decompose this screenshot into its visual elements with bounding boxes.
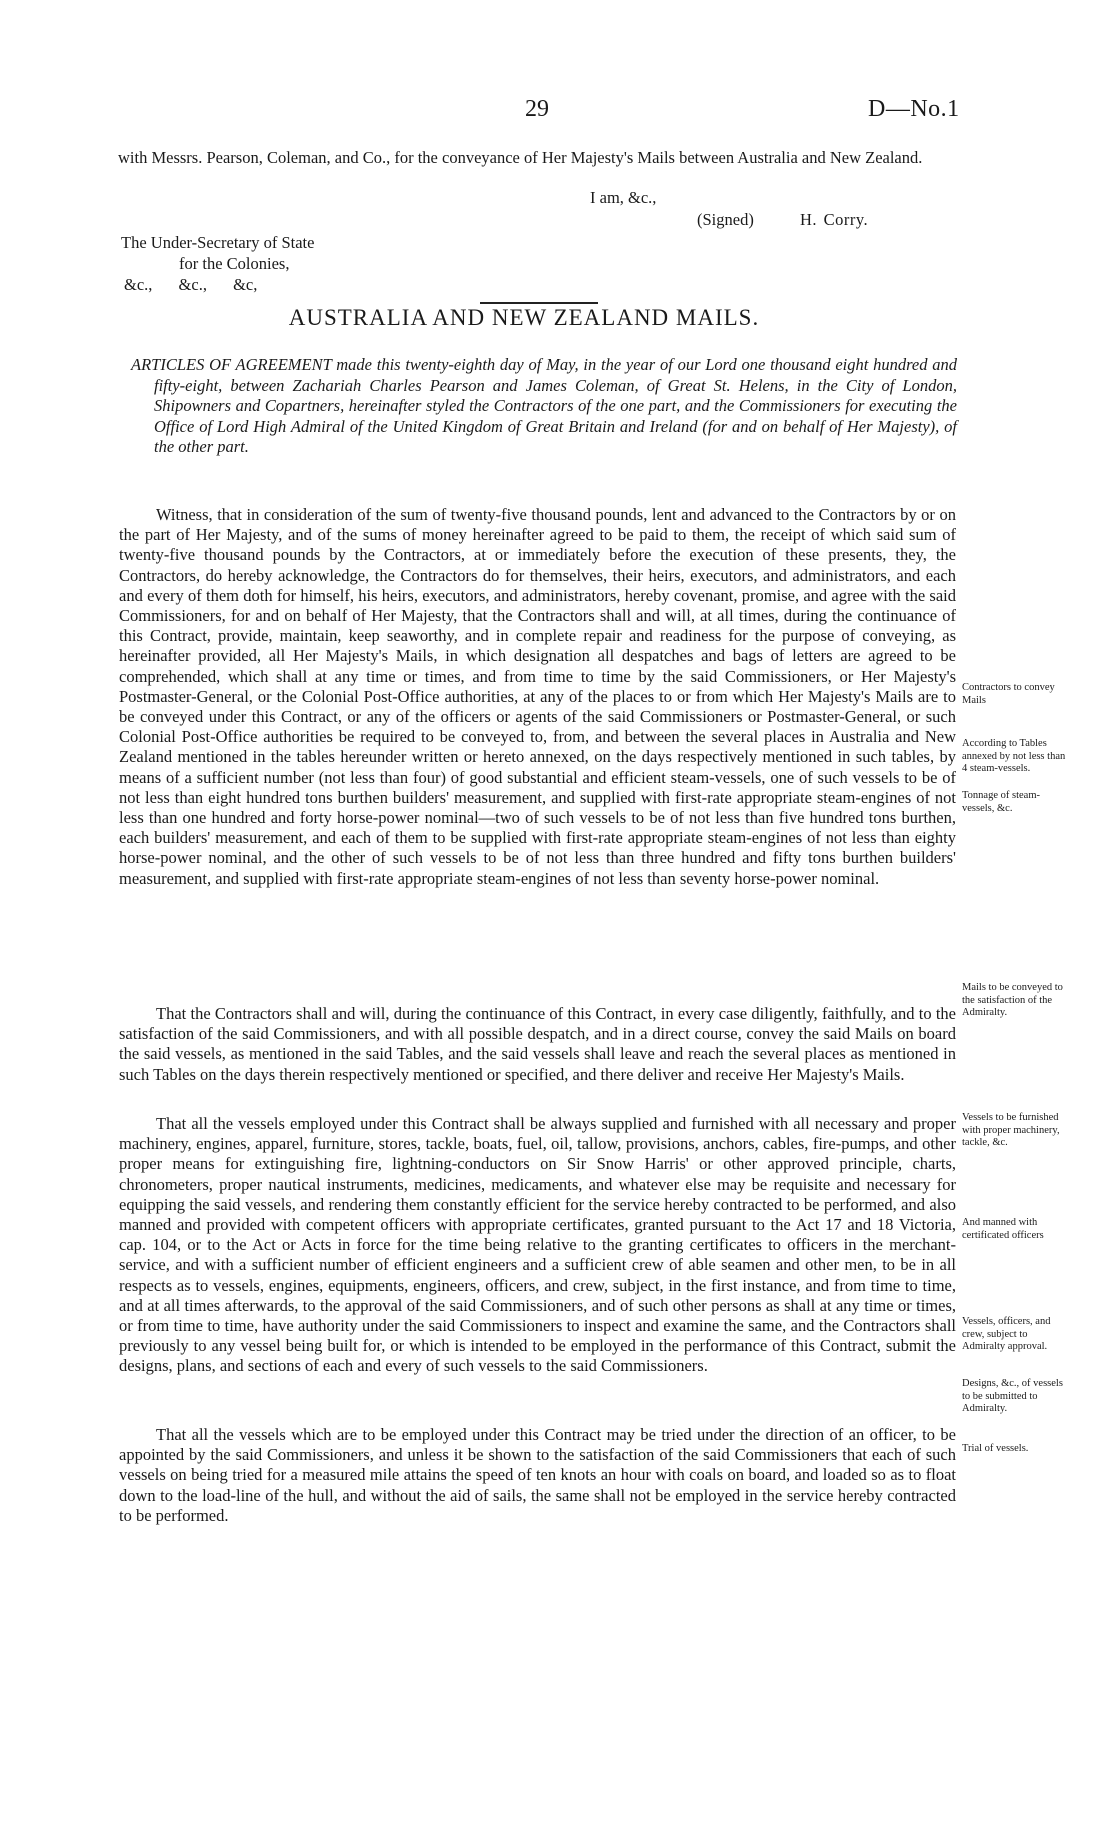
- signature-line: [697, 210, 908, 230]
- addressee-line: for the Colonies,: [179, 254, 290, 273]
- margin-note: Designs, &c., of vessels to be submitted to Admiralty.: [962, 1378, 1063, 1414]
- document-code: D—No.1: [868, 96, 960, 122]
- margin-note: And manned with certificated officers: [962, 1217, 1044, 1241]
- body-paragraph: [119, 1425, 956, 1526]
- addressee-line: &c., &c., &c,: [124, 275, 258, 294]
- addressee-line: The Under-Secretary of State: [121, 233, 315, 252]
- margin-note: Vessels to be furnished with proper machinery, tackle, &c.: [962, 1112, 1060, 1148]
- margin-note: Tonnage of steam-vessels, &c.: [962, 790, 1040, 814]
- margin-note: Trial of vessels.: [962, 1443, 1029, 1454]
- signer-name: H. Corry.: [799, 210, 869, 229]
- addressee-block: [121, 232, 314, 295]
- paragraph-text: Witness, that in consideration of the sum of twenty-five thousand pounds, lent and advanced to the Contractors by or on the part of Her Majesty, and of the sums of money hereinafter agreed to be paid to them, the receipt of which said sum of twenty-five thousand pounds by the Contractors, at or immediately before the execution of these presents, they, the Contractors, do hereby acknowledge, the Contractors do for themselves, their heirs, executors, and administrators, and each and every of them doth for himself, his heirs, executors, and administrators, hereby covenant, promise, and agree with the said Commissioners, for and on behalf of Her Majesty, that the Contractors shall and will, at all times, during the continuance of this Contract, provide, maintain, keep seaworthy, and in complete repair and readiness for the purpose of conveying, as hereinafter provided, all Her Majesty's Mails, in which designation all despatches and bags of letters are agreed to be comprehended, which shall at any time or times, and from time to time by the said Commissioners, or Her Majesty's Postmaster-General, or the Colonial Post-Office authorities, at any of the places to or from which Her Majesty's Mails are to be conveyed under this Contract, or any of the officers or agents of the said Commissioners or Postmaster-General, or such Colonial Post-Office authorities be required to be conveyed to, from, and between the several places in Australia and New Zealand mentioned in the tables hereunder written or hereto annexed, on the days respectively mentioned in such tables, by means of a sufficient number (not less than four) of good substantial and efficient steam-vessels, one of such vessels to be of not less than eight hundred tons burthen builders' measurement, and supplied with first-rate appropriate steam-engines of not less than one hundred and forty horse-power nominal—two of such vessels to be of not less than five hundred tons burthen, each builders' measurement, and each of them to be supplied with first-rate appropriate steam-engines of not less than eighty horse-power nominal, and the other of such vessels to be of not less than three hundred and fifty tons burthen builders' measurement, and supplied with first-rate appropriate steam-engines of not less than seventy horse-power nominal.: [119, 505, 956, 888]
- section-divider: [480, 302, 598, 304]
- margin-note: Mails to be conveyed to the satisfaction of the Admiralty.: [962, 982, 1063, 1018]
- letter-closing: I am, &c.,: [590, 188, 657, 207]
- paragraph-text: That all the vessels employed under this Contract shall be always supplied and furnished with all necessary and proper machinery, engines, apparel, furniture, stores, tackle, boats, fuel, oil, tallow, provisions, anchors, cables, fire-pumps, and other proper means for extinguishing fire, lightning-conductors on Sir Snow Harris' or other approved principle, charts, chronometers, proper nautical instruments, medicines, medicaments, and whatever else may be requisite and necessary for equipping the said vessels, and rendering them constantly efficient for the service hereby contracted to be performed, and also manned and provided with competent officers with appropriate certificates, granted pursuant to the Act 17 and 18 Victoria, cap. 104, or to the Act or Acts in force for the time being relative to the granting certificates to officers in the merchant-service, and with a sufficient number of efficient engineers and a sufficient crew of able seamen and other men, to be in all respects as to vessels, engines, equipments, engineers, officers, and crew, subject, in the first instance, and from time to time, and at all times afterwards, to the approval of the said Commissioners, and of such other persons as shall at any time or times, or from time to time, have authority under the said Commissioners to inspect and examine the same, and the Contractors shall previously to any vessel being built for, or which is intended to be employed in the performance of this Contract, submit the designs, plans, and sections of each and every of such vessels to the said Commissioners.: [119, 1114, 956, 1376]
- articles-of-agreement: ARTICLES OF AGREEMENT made this twenty-eighth day of May, in the year of our Lord one thousand eight hundred and fifty-eight, between Zachariah Charles Pearson and James Coleman, of Great St. Helens, in the City of London, Shipowners and Copartners, hereinafter styled the Contractors of the one part, and the Commissioners for executing the Office of Lord High Admiral of the United Kingdom of Great Britain and Ireland (for and on behalf of Her Majesty), of the other part.: [131, 355, 957, 456]
- paragraph-text: That the Contractors shall and will, during the continuance of this Contract, in every case diligently, faithfully, and to the satisfaction of the said Commissioners, and with all possible despatch, and in a direct course, convey the said Mails on board the said vessels, as mentioned in the said Tables, and the said vessels shall leave and reach the several places as mentioned in such Tables on the days therein respectively mentioned or specified, and there deliver and receive Her Majesty's Mails.: [119, 1004, 956, 1084]
- margin-note: Contractors to convey Mails: [962, 682, 1055, 706]
- margin-note: Vessels, officers, and crew, subject to Admiralty approval.: [962, 1316, 1051, 1352]
- signed-label: (Signed): [697, 210, 754, 229]
- document-heading: [0, 305, 1114, 331]
- paragraph-text: That all the vessels which are to be employed under this Contract may be tried under the direction of an officer, to be appointed by the said Commissioners, and unless it be shown to the satisfaction of the said Commissioners that each of such vessels on being tried for a measured mile attains the speed of ten knots an hour with coals on board, and loaded so as to float down to the load-line of the hull, and without the aid of sails, the same shall not be employed in the service hereby contracted to be performed.: [119, 1425, 956, 1525]
- letter-intro: with Messrs. Pearson, Coleman, and Co., for the conveyance of Her Majesty's Mails between Australia and New Zealand.: [118, 148, 923, 167]
- heading-text: AUSTRALIA AND NEW ZEALAND MAILS.: [288, 305, 760, 330]
- margin-note: According to Tables annexed by not less than 4 steam-vessels.: [962, 738, 1066, 774]
- page-number: 29: [525, 96, 549, 122]
- body-paragraph: [119, 1114, 956, 1377]
- body-paragraph: [119, 1004, 956, 1085]
- body-paragraph: [119, 505, 956, 889]
